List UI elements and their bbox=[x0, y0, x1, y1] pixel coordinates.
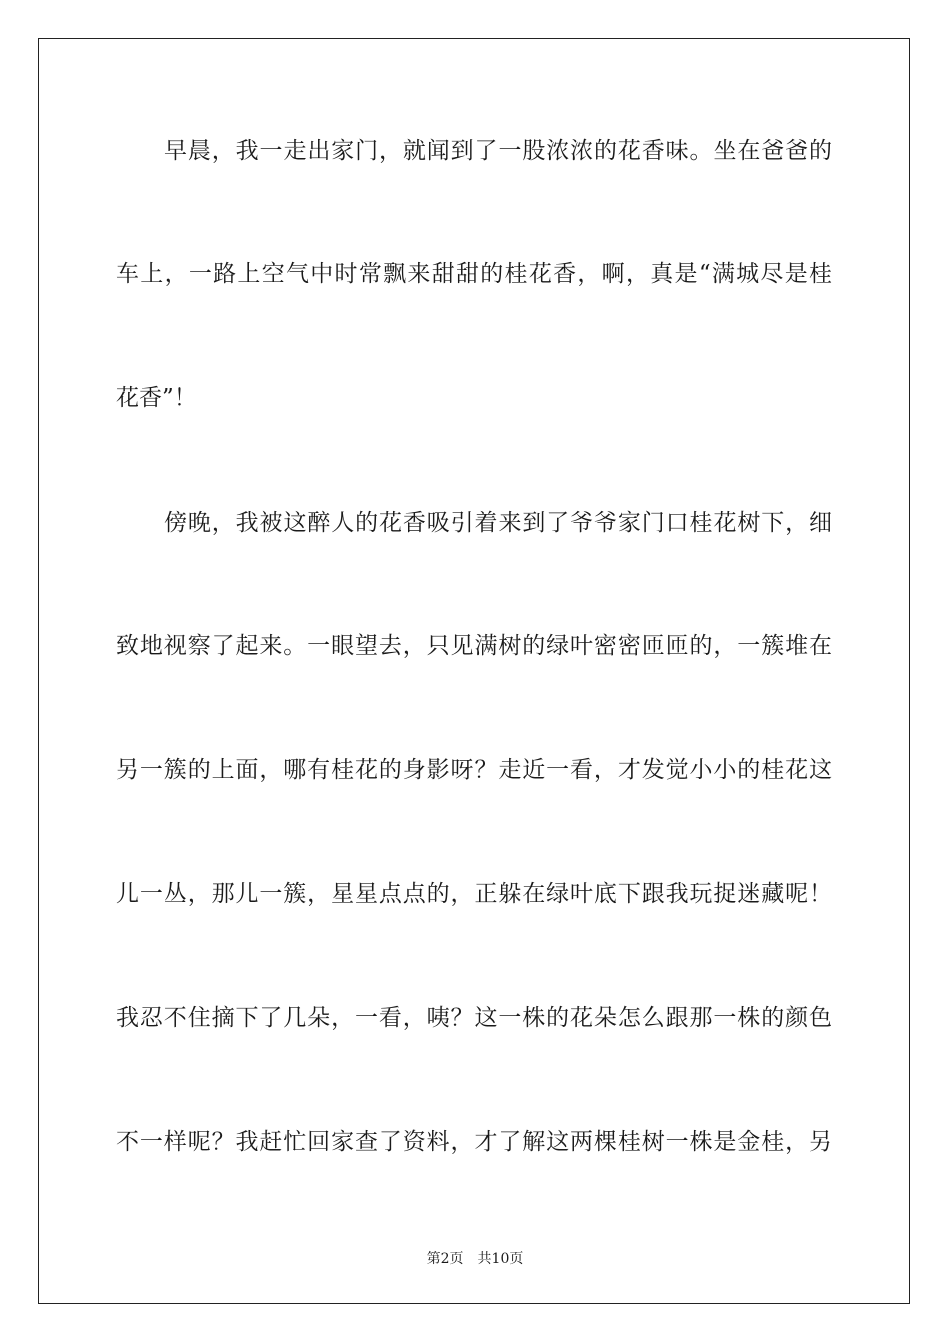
paragraph-2-line-3: 另一簇的上面，哪有桂花的身影呀？走近一看，才发觉小小的桂花这 bbox=[116, 757, 832, 783]
page-number: 第2页 bbox=[426, 1251, 464, 1267]
paragraph-2-line-4: 儿一丛，那儿一簇，星星点点的，正躲在绿叶底下跟我玩捉迷藏呢！ bbox=[116, 881, 832, 907]
paragraph-2-line-2: 致地视察了起来。一眼望去，只见满树的绿叶密密匝匝的，一簇堆在 bbox=[116, 633, 832, 659]
paragraph-1-line-3: 花香”！ bbox=[116, 385, 197, 411]
page-border bbox=[38, 38, 910, 1304]
total-pages: 共10页 bbox=[477, 1251, 524, 1267]
paragraph-1-line-1: 早晨，我一走出家门，就闻到了一股浓浓的花香味。坐在爸爸的 bbox=[164, 138, 832, 164]
page-footer bbox=[0, 1248, 950, 1268]
paragraph-2-line-1: 傍晚，我被这醉人的花香吸引着来到了爷爷家门口桂花树下，细 bbox=[164, 510, 832, 536]
paragraph-2-line-6: 不一样呢？我赶忙回家查了资料，才了解这两棵桂树一株是金桂，另 bbox=[116, 1129, 832, 1155]
paragraph-1-line-2: 车上，一路上空气中时常飘来甜甜的桂花香，啊，真是“满城尽是桂 bbox=[116, 261, 832, 287]
paragraph-2-line-5: 我忍不住摘下了几朵，一看，咦？这一株的花朵怎么跟那一株的颜色 bbox=[116, 1005, 832, 1031]
